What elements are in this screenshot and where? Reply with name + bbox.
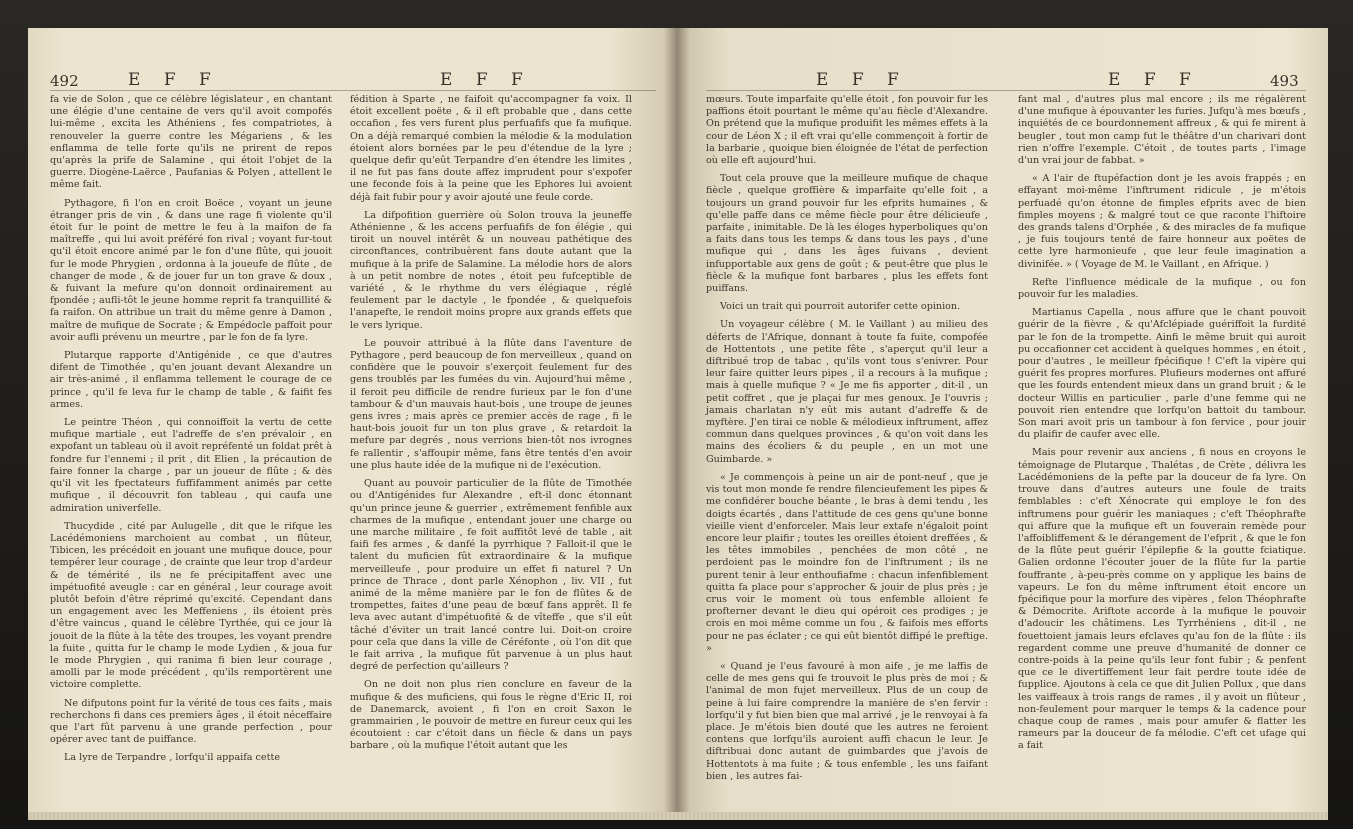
paragraph: Plutarque rapporte d'Antigénide , ce que d'autres difent de Timothée , qu'en jouant devant Alexandre un air très-animé , il enflamma tellement le courage de ce prince , qu'il fe leva fur le champ de table , & faifit fes armes. xyxy=(50,350,332,410)
left-page-column-2 xyxy=(350,94,632,759)
paragraph: mœurs. Toute imparfaite qu'elle étoit , fon pouvoir fur les paffions étoit pourtant le même qu'au fiècle d'Alexandre. On prétend que la mufique produifit les mêmes effets à la cour de Léon X ; il eft vrai qu'elle commençoit à fortir de la barbarie , quoique bien éloignée de l'état de perfection où elle eft aujourd'hui. xyxy=(706,94,988,167)
running-header-right-col1: E F F xyxy=(816,70,908,90)
page-edges xyxy=(28,812,1328,820)
paragraph: Thucydide , cité par Aulugelle , dit que le rifque les Lacédémoniens marchoient au combat , un flûteur, Tibicen, les précédoit en jouant une mufique douce, pour tempérer leur courage , de crainte que leur trop d'ardeur & de témérité , ils ne fe précipitaffent avec une impétuofité aveugle : car en général , leur courage avoit plutôt befoin d'être réprimé qu'excité. Cependant dans un engagement avec les Meffeniens , ils étoient près d'être vaincus , quand le célèbre Tyrthée, qui ce jour là jouoit de la flûte à la tête des troupes, les voyant prendre la fuite , quitta fur le champ le mode Lydien , & joua fur le mode Phrygien , qui ranima fi bien leur courage , amolli par le mode précédent , qu'ils remportèrent une victoire complette. xyxy=(50,520,332,691)
paragraph: Mais pour revenir aux anciens , fi nous en croyons le témoignage de Plutarque , Thalétas , de Crète , délivra les Lacédémoniens de la pefte par la douceur de fa lyre. On trouve dans d'autres auteurs une foule de traits femblables : c'eft Xénocrate qui employe le fon des inftrumens pour guérir les maniaques ; c'eft Théophrafte qui affure que la mufique eft un fouverain remède pour l'affoibliffement & le dérangement de l'efprit , & que le fon de la flûte peut guérir l'épilepfie & la goutte fciatique. Galien ordonne l'écouter jouer de la flûte fur la partie fouffrante , à-peu-près comme on y applique les bains de vapeurs. Le fon du même inftrument étoit encore un fpécifique pour la morfure des vipères , felon Théophrafte & Démocrite. Ariftote accorde à la mufique le pouvoir d'adoucir les châtimens. Les Tyrrhéniens , dit-il , ne fouettoient jamais leurs efclaves qu'au fon de la flûte : ils regardent comme une preuve d'humanité de donner ce contre-poids à la peine qu'ils leur font fubir ; & penfent que ce le divertiffement leur fait perdre toute idée de fupplice. Ajoutons à cela ce que dit Julien Pollux , que dans les vaiffeaux à trois rangs de rames , il y avoit un flûteur , non-feulement pour marquer le temps & la cadence pour chaque coup de rames , mais pour amufer & flatter les rameurs par la douceur de fa mélodie. C'eft cet ufage qui a fait xyxy=(1018,447,1306,752)
paragraph: Le peintre Théon , qui connoiffoit la vertu de cette mufique martiale , eut l'adreffe de s'en prévaloir , en expofant un tableau où il avoit repréfenté un foldat prêt à fondre fur l'ennemi ; il prit , dit Elien , la précaution de faire fonner la charge , par un joueur de flûte ; & dès qu'il vit les fpectateurs fuffifamment animés par cette mufique , il découvrit fon tableau , qui caufa une admiration univerfelle. xyxy=(50,417,332,514)
paragraph: fant mal , d'autres plus mal encore ; ils me régalèrent d'une mufique à épouvanter les furies. Jufqu'à mes bœufs , inquiétés de ce bourdonnement affreux , & qui fe mirent à beugler , tout mon camp fut le théâtre d'un charivari dont rien n'offre l'exemple. C'étoit , de toutes parts , l'image d'un vrai jour de fabbat. » xyxy=(1018,94,1306,167)
header-rule-left xyxy=(50,90,656,91)
paragraph: Ne difputons point fur la vérité de tous ces faits , mais recherchons fi dans ces premiers âges , il étoit néceffaire que l'art fût parvenu à une grande perfection , pour opérer avec tant de puiffance. xyxy=(50,697,332,746)
paragraph: Tout cela prouve que la meilleure mufique de chaque fiècle , quelque groffière & imparfaite qu'elle foit , a toujours un grand pouvoir fur les efprits humaines , & qu'elle paffe dans ce même fiècle pour être délicieufe , parfaite , inimitable. De là les éloges hyperboliques qu'on a faits dans tous les temps & dans tous les pays , d'une mufique qui , dans les âges fuivans , devient infupportable aux gens de goût ; & peut-être que plus le fiècle & la mufique font barbares , plus les effets font puiffans. xyxy=(706,173,988,295)
paragraph: La lyre de Terpandre , lorfqu'il appaifa cette xyxy=(64,752,280,764)
paragraph: Un voyageur célèbre ( M. le Vaillant ) au milieu des déferts de l'Afrique, donnant à toute fa fuite, compofée de Hottentots , une petite fête , s'aperçut qu'il leur a diftribué trop de tabac , qu'ils vont tous s'enivrer. Pour leur faire quitter leurs pipes , il a recours à la mufique ; mais à quelle mufique ? « Je me fis apporter , dit-il , un petit coffret , que je plaçai fur mes genoux. Je l'ouvris ; jamais charlatan n'y eût mis autant d'adreffe & de myftère. J'en tirai ce noble & mélodieux inftrument, affez commun dans quelques provinces , & qu'on voit dans les mains des écoliers & du peuple , en un mot une Guimbarde. » xyxy=(706,319,988,465)
paragraph: Voici un trait qui pourroit autorifer cette opinion. xyxy=(720,301,961,313)
paragraph: Quant au pouvoir particulier de la flûte de Timothée ou d'Antigénides fur Alexandre , eft-il donc étonnant qu'un prince jeune & guerrier , extrêmement fenfible aux charmes de la mufique , entendant jouer une charge ou une marche militaire , fe foit auffitôt levé de table , ait faifi fes armes , & danfé la pyrrhique ? Falloit-il que le talent du muficien fût extraordinaire & la mufique merveilleufe , pour produire un effet fi naturel ? Un prince de Thrace , dont parle Xénophon , liv. VII , fut animé de la même manière par le fon de flûtes & de trompettes, faites d'une peau de bœuf fans apprêt. Il fe leva avec autant d'impétuofité & de vîteffe , que s'il eût tâché d'éviter un trait lancé contre lui. Doit-on croire pour cela que dans la ville de Céréfonte , où l'on dit que le fait arriva , la mufique fût parvenue à un plus haut degré de perfection qu'ailleurs ? xyxy=(350,478,632,673)
paragraph: « A l'air de ftupéfaction dont je les avois frappés ; en effayant moi-même l'inftrument ridicule , je m'étois perfuadé qu'on étonne de fimples efprits avec de bien fimples moyens ; & malgré tout ce que raconte l'hiftoire des grands talens d'Orphée , & des miracles de fa mufique , je fuis toujours tenté de faire honneur aux poëtes de cette lyre harmonieufe , que leur feule imagination a divinifée. » ( Voyage de M. le Vaillant , en Afrique. ) xyxy=(1018,173,1306,270)
left-page-column-1 xyxy=(50,94,332,771)
paragraph: Martianus Capella , nous affure que le chant pouvoit guérir de la fièvre , & qu'Afclépiade guériffoit la furdité par le fon de la trompette. Ainfi le même bruit qui auroit pu occafionner cet accident à quelques hommes , en étoit , pour d'autres , le meilleur fpécifique ! C'eft la vipère qui guérit fes propres morfures. Plufieurs modernes ont affuré que les fourds entendent mieux dans un grand bruit ; & le docteur Willis en particulier , parle d'une femme qui ne pouvoit rien entendre que lorfqu'on battoit du tambour. Son mari avoit pris un tambour à fon fervice , pour jouir du plaifir de caufer avec elle. xyxy=(1018,307,1306,441)
left-page xyxy=(28,28,676,818)
paragraph: fédition à Sparte , ne faifoit qu'accompagner fa voix. Il étoit excellent poëte , & il eft probable que , dans cette occafion , fes vers furent plus perfuafifs que fa mufique. On a déjà remarqué combien la mélodie & la modulation étoient alors bornées par le peu d'étendue de la lyre ; quelque defir qu'eût Terpandre d'en étendre les limites , il ne fut pas fans doute affez imprudent pour s'expofer une feconde fois à la peine que les Ephores lui avoient déjà fait fubir pour y avoir ajouté une feule corde. xyxy=(350,94,632,203)
running-header-right-col2: E F F xyxy=(1108,70,1200,90)
paragraph: La difpofition guerrière où Solon trouva la jeuneffe Athénienne , & les accens perfuafifs de fon élégie , qui tiroit un nouvel intérêt & un nouveau pathétique des circonftances, contribuèrent fans doute autant que la mufique à la prife de Salamine. La mélodie hors de alors à un petit nombre de notes , étoit peu fufceptible de variété , & le rhythme du vers élégiaque , réglé feulement par le dactyle , le fpondée , & quelquefois l'anapefte, le rendoit moins propre aux grands effets que le vers lyrique. xyxy=(350,209,632,331)
page-number-right: 493 xyxy=(1270,72,1299,90)
paragraph: Le pouvoir attribué à la flûte dans l'aventure de Pythagore , perd beaucoup de fon merveilleux , quand on confidère que le pouvoir s'exerçoit feulement fur des gens troublés par les fumées du vin. Aujourd'hui même , il feroit peu difficile de rendre furieux par le fon d'une tambour & d'un mauvais haut-bois , une troupe de jeunes gens ivres ; mais après ce premier accès de rage , fi le haut-bois jouoit fur un ton plus grave , & retardoit la mefure par degrés , nous verrions bien-tôt nos ivrognes fe rallentir , s'affoupir même, fans être tentés d'en avoir une plus haute idée de la mufique ni de l'exécution. xyxy=(350,337,632,471)
right-page-column-1 xyxy=(706,94,988,789)
page-number-left: 492 xyxy=(50,72,79,90)
paragraph: On ne doit non plus rien conclure en faveur de la mufique & des muficiens, qui fous le règne d'Eric II, roi de Danemarck, avoient , fi l'on en croit Saxon le grammairien , le pouvoir de mettre en fureur ceux qui les écoutoient : car c'étoit dans un fiècle & dans un pays barbare , où la mufique l'étoit autant que les xyxy=(350,679,632,752)
paragraph: fa vie de Solon , que ce célèbre législateur , en chantant une élégie d'une centaine de vers qu'il avoit compofés lui-même , excita les Athéniens , fes compatriotes, à renouveler la guerre contre les Mégariens , & les enflamma de telle forte qu'ils ne prirent de repos qu'après la prife de Salamine , qui étoit l'objet de la guerre. Diogène-Laërce , Paufanias & Polyen , attellent le même fait. xyxy=(50,94,332,191)
right-page-column-2 xyxy=(1018,94,1306,759)
paragraph: « Quand je l'eus favouré à mon aife , je me laffis de celle de mes gens qui fe trouvoit le plus près de moi ; & l'animal de mon fujet merveilleux. Plus de un coup de peine à lui faire comprendre la manière de s'en fervir : lorfqu'il y fut bien bien que mal arrivé , je le renvoyai à fa place. Je m'étois bien douté que les autres ne feroient contens que lorfqu'ils auroient auffi chacun le leur. Je diftribuai donc autant de guimbardes que j'avois de Hottentots à ma fuite ; & tous enfemble , les uns faifant bien , les autres fai- xyxy=(706,660,988,782)
header-rule-right xyxy=(706,90,1306,91)
paragraph: Refte l'influence médicale de la mufique , ou fon pouvoir fur les maladies. xyxy=(1018,276,1306,301)
paragraph: Pythagore, fi l'on en croit Boëce , voyant un jeune étranger pris de vin , & dans une rage fi violente qu'il étoit fur le point de mettre le feu à la maifon de fa maîtreffe , qui lui avoit préféré fon rival ; voyant fur-tout qu'il étoit encore animé par le fon d'une flûte, qui jouoit fur le mode Phrygien , ordonna à la joueufe de flûte , de changer de mode , & de jouer fur un ton grave & doux , & fuivant la mefure qu'on donnoit ordinairement au fpondée ; aufli-tôt le jeune homme reprit fa tranquillité & fa raifon. On attribue un trait du même genre à Damon , maître de mufique de Socrate ; & Empédocle paffoit pour avoir aufli prévenu un meurtre , par le fon de fa lyre. xyxy=(50,197,332,343)
right-page xyxy=(676,28,1328,818)
running-header-left-col2: E F F xyxy=(440,70,532,90)
paragraph: « Je commençois à peine un air de pont-neuf , que je vis tout mon monde fe rendre filencieufement les pipes & me confidérer bouche béante , le bras à demi tendu , les doigts écartés , dans l'attitude de ces gens qu'une bonne vieille vient d'enforceler. Mais leur extafe n'égaloit point encore leur plaifir ; toutes les oreilles étoient dreffées , & les têtes immobiles , penchées de mon côté , ne perdoient pas le moindre fon de l'inftrument ; ils ne purent tenir à leur enthoufiafme : chacun infenfiblement quitta fa place pour s'approcher & jouir de plus près ; je crus voir le moment où tous enfemble alloient fe profterner devant le dieu qui opéroit ces prodiges ; je crois en moi même comme un fou , & faifois mes efforts pour ne pas éclater ; ce qui eût bientôt diffipé le preftige. » xyxy=(706,471,988,654)
running-header-left-col1: E F F xyxy=(128,70,220,90)
